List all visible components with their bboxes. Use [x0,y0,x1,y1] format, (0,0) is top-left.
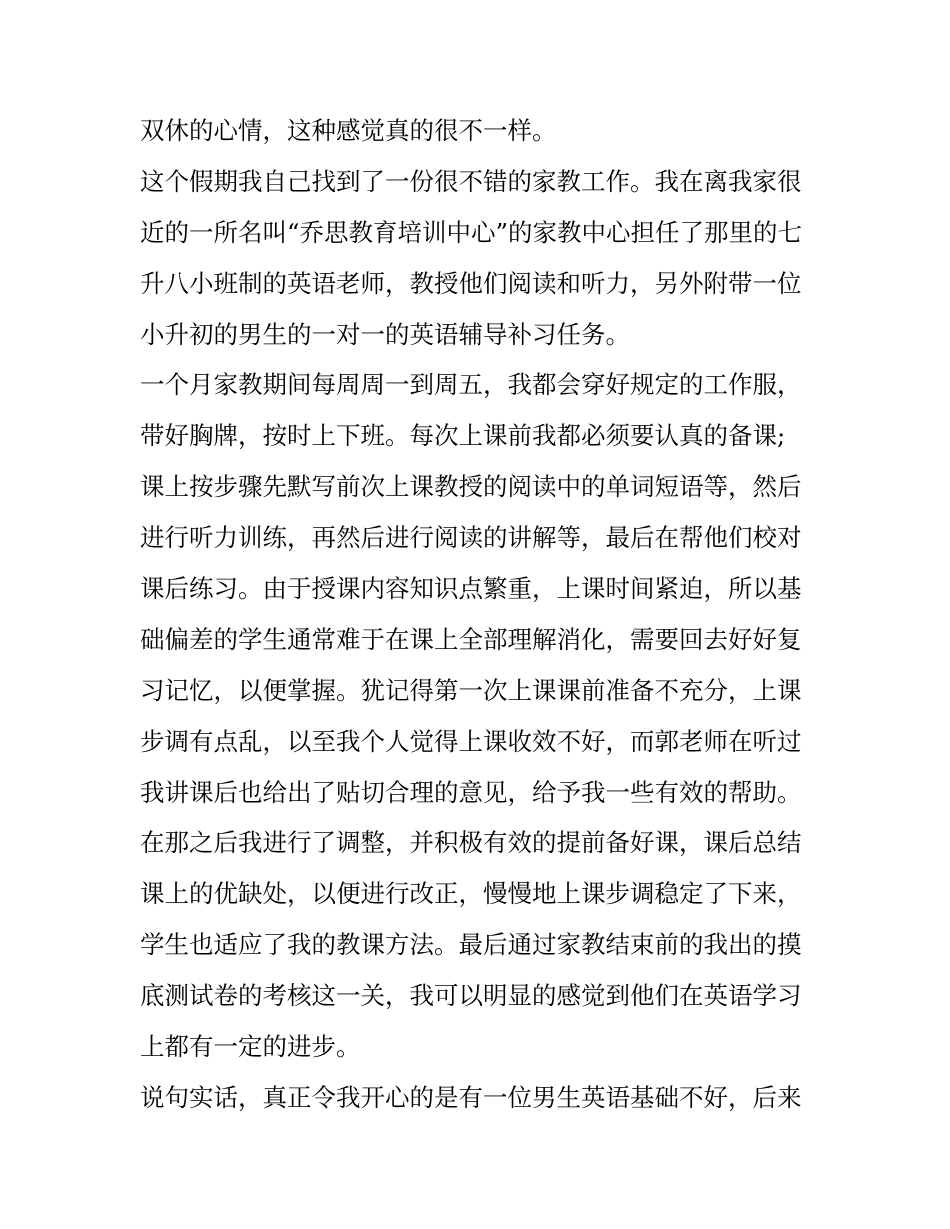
text-line: 上都有一定的进步。 [140,1032,361,1062]
text-line: 双休的心情，这种感觉真的很不一样。 [140,116,557,145]
text-line: 升八小班制的英语老师，教授他们阅读和听力，另外附带一位 [140,268,802,298]
text-line: 课上按步骤先默写前次上课教授的阅读中的单词短语等，然后 [140,472,802,502]
text-line: 底测试卷的考核这一关，我可以明显的感觉到他们在英语学习 [140,981,802,1011]
text-line: 近的一所名叫“乔思教育培训中心”的家教中心担任了那里的七 [140,217,803,247]
text-line: 进行听力训练，再然后进行阅读的讲解等，最后在帮他们校对 [140,523,802,553]
text-line: 步调有点乱，以至我个人觉得上课收效不好，而郭老师在听过 [140,726,802,756]
text-line: 我讲课后也给出了贴切合理的意见，给予我一些有效的帮助。 [140,777,802,807]
text-line: 课后练习。由于授课内容知识点繁重，上课时间紧迫，所以基 [140,574,802,604]
text-line: 学生也适应了我的教课方法。最后通过家教结束前的我出的摸 [140,930,802,960]
text-line: 课上的优缺处，以便进行改正，慢慢地上课步调稳定了下来， [140,879,802,909]
text-line: 习记忆，以便掌握。犹记得第一次上课课前准备不充分，上课 [140,675,802,705]
text-line: 小升初的男生的一对一的英语辅导补习任务。 [140,319,630,349]
document-body [140,106,830,1124]
text-line: 在那之后我进行了调整，并积极有效的提前备好课，课后总结 [140,828,802,858]
text-line: 一个月家教期间每周周一到周五，我都会穿好规定的工作服， [140,370,802,400]
text-line: 说句实话，真正令我开心的是有一位男生英语基础不好，后来 [140,1082,802,1112]
text-line: 础偏差的学生通常难于在课上全部理解消化，需要回去好好复 [140,624,802,654]
text-line: 这个假期我自己找到了一份很不错的家教工作。我在离我家很 [140,166,802,196]
text-line: 带好胸牌，按时上下班。每次上课前我都必须要认真的备课; [140,421,786,451]
